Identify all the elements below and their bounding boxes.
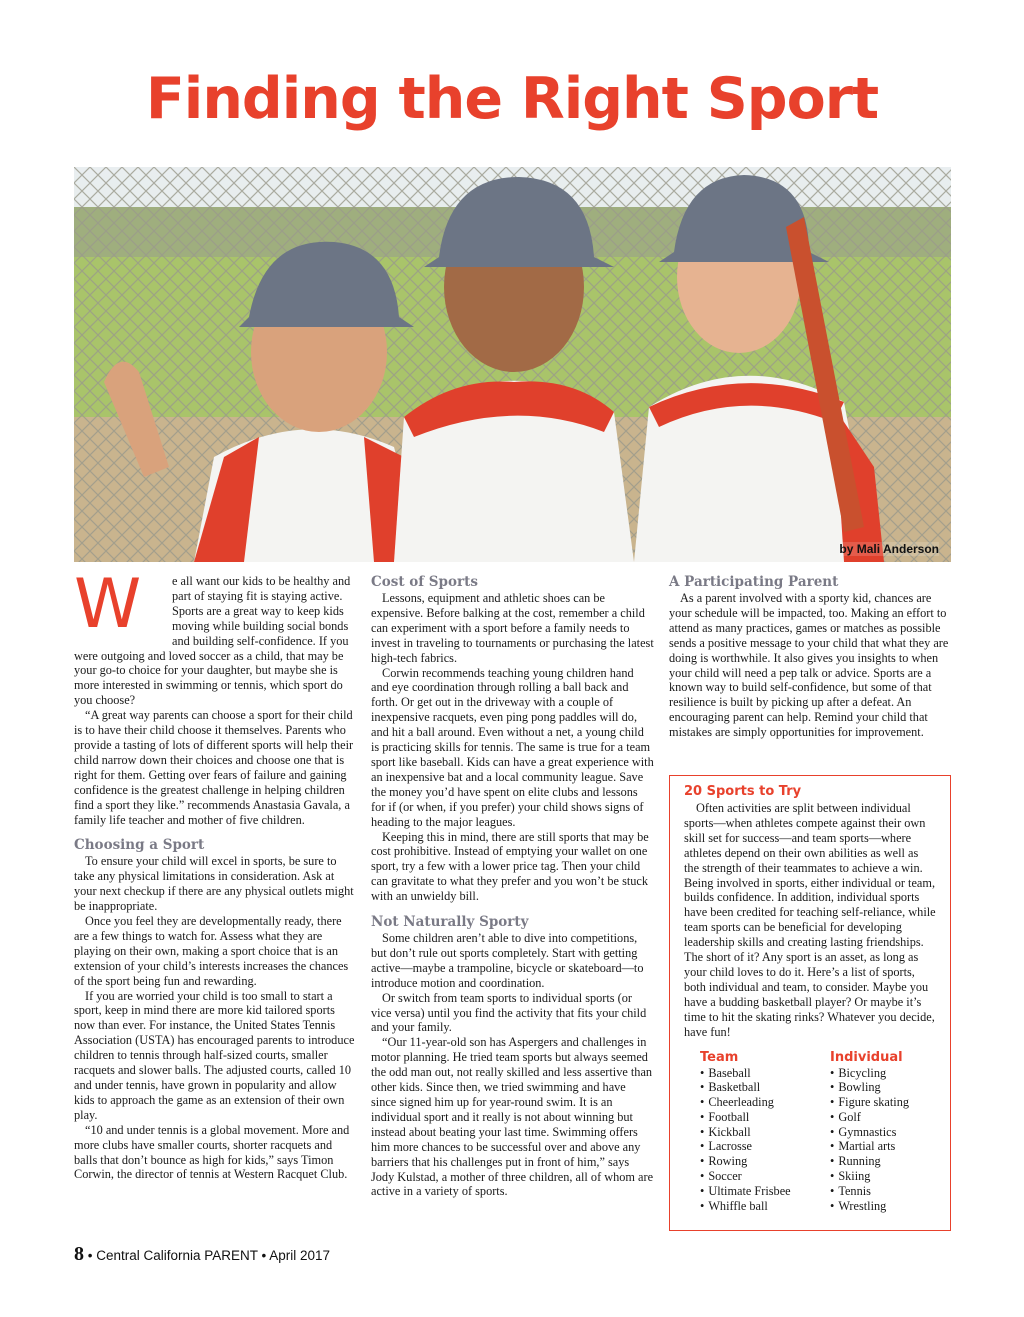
list-item: • Soccer <box>700 1169 830 1184</box>
heading-not-naturally-sporty: Not Naturally Sporty <box>371 914 529 931</box>
body-paragraph: Keeping this in mind, there are still sports that may be cost prohibitive. Instead of emptying your wallet on one sport, try a few with a lower price tag. Then your child can gravitate to what they prefer and you won’t be stuck with an unwieldy bill. <box>371 829 649 904</box>
heading-participating-parent: A Participating Parent <box>669 574 839 590</box>
list-item: • Cheerleading <box>700 1095 830 1110</box>
column-2 <box>371 574 654 1199</box>
team-sports-list <box>700 1050 830 1214</box>
list-item: • Whiffle ball <box>700 1199 830 1214</box>
individual-heading: Individual <box>830 1049 903 1065</box>
heading-cost-of-sports: Cost of Sports <box>371 574 478 590</box>
body-paragraph: Some children aren’t able to dive into competitions, but don’t rule out sports completely. Start with getting active—maybe a trampoline, bicycle or skateboard—to introduce motion and coordination. <box>371 931 644 990</box>
article-title: Finding the Right Sport <box>145 66 879 132</box>
list-item: • Baseball <box>700 1066 830 1081</box>
body-paragraph: As a parent involved with a sporty kid, chances are your schedule will be impacted, too. Making an effort to attend as many practices, games or matches as possible sends a positive message to your child that what they are doing is worthwhile. It also gives you insights to when your child will need a pep talk or advice. Sports are a known way to build self-confidence, but some of that resilience is built by picking up after a defeat. An encouraging parent can help. Remind your child that mistakes are simply opportunities for improvement. <box>669 591 949 740</box>
body-paragraph: To ensure your child will excel in sports, be sure to take any physical limitations in consideration. Ask at your next checkup if there are any physical outlets might be inappropriate. <box>74 854 354 914</box>
body-paragraph: Lessons, equipment and athletic shoes can be expensive. Before balking at the cost, remember a child can experiment with a sport before a family needs to invest in traveling to tournaments or purchasing the latest high-tech fabrics. <box>371 591 654 665</box>
sports-sidebar-box <box>669 775 951 1231</box>
list-item: • Wrestling <box>830 1199 960 1214</box>
list-item: • Golf <box>830 1110 960 1125</box>
drop-cap: W <box>74 565 142 644</box>
sports-lists <box>684 1050 936 1220</box>
list-item: • Gymnastics <box>830 1125 960 1140</box>
list-item: • Ultimate Frisbee <box>700 1184 830 1199</box>
page-number: 8 <box>74 1243 84 1265</box>
list-item: • Lacrosse <box>700 1139 830 1154</box>
list-item: • Football <box>700 1110 830 1125</box>
list-item: • Tennis <box>830 1184 960 1199</box>
hero-photo <box>74 167 951 562</box>
body-paragraph: Corwin recommends teaching young children hand and eye coordination through rolling a ball back and forth. Or get out in the driveway with a couple of inexpensive racquets, even ping pong paddles will do, and hit a ball around. Even without a net, a young child is practicing skills for tennis. The same is true for a team sport like baseball. Kids can have a great experience with an inexpensive bat and a local community league. Save the money you’d have spent on elite clubs and lessons for if (or when, if you prefer) your child shows signs of heading to the major leagues. <box>371 665 654 829</box>
list-item: • Kickball <box>700 1125 830 1140</box>
list-item: • Basketball <box>700 1080 830 1095</box>
body-paragraph: Once you feel they are developmentally ready, there are a few things to watch for. Assess what they are playing on their own, making a sport choice that is an extension of your child’s interests increases the chances of the sport being fun and rewarding. <box>74 914 349 988</box>
list-item: • Bicycling <box>830 1066 960 1081</box>
body-paragraph: “Our 11-year-old son has Aspergers and challenges in motor planning. He tried team sports but always seemed the odd man out, not really skilled and less assertive than other kids. Since then, we tried swimming and have since signed him up for year-round swim. It is an individual sport and it really is not about winning but instead about beating your last time. Swimming offers him more chances to be successful over and above any barriers that his challenges put in front of him,” says Jody Kulstad, a mother of three children, all of whom are active in a variety of sports. <box>371 1035 654 1199</box>
list-item: • Figure skating <box>830 1095 960 1110</box>
intro-paragraph <box>74 565 356 708</box>
list-item: • Bowling <box>830 1080 960 1095</box>
page-footer <box>74 1243 330 1266</box>
list-item: • Martial arts <box>830 1139 960 1154</box>
body-paragraph: If you are worried your child is too small to start a sport, keep in mind there are more kid tailored sports now than ever. For instance, the United States Tennis Association (USTA) has encouraged parents to introduce children to tennis through half-sized courts, smaller racquets and slower balls. The adjusted courts, called 10 and under tennis, have grown in popularity and allow kids to approach the game as an extension of their own play. <box>74 988 355 1122</box>
column-1 <box>74 565 356 1182</box>
column-3 <box>669 574 949 740</box>
body-paragraph: Or switch from team sports to individual sports (or vice versa) until you find the activity that fits your child and your family. <box>371 990 647 1035</box>
individual-sports-list <box>830 1050 960 1214</box>
list-item: • Rowing <box>700 1154 830 1169</box>
sidebar-heading: 20 Sports to Try <box>684 784 802 799</box>
sidebar-body: Often activities are split between individual sports—when athletes compete against their own skill set for success—and team sports—where athletes depend on their own abilities as well as the strength of their teammates to achieve a win. Being involved in sports, either individual or team, builds confidence. In addition, individual sports have been credited for teaching self-reliance, while team sports can be beneficial for developing leadership skills and creating lasting friendships. The short of it? Any sport is an asset, as long as your child loves to do it. Here’s a list of sports, both individual and team, to consider. Maybe you have a budding basketball player? Or maybe it’s time to hit the skating rinks? Whatever you decide, have fun! <box>684 801 936 1039</box>
intro-text: e all want our kids to be healthy and part of staying fit is staying active. Sports are a great way to keep kids moving while building social bonds and building self-confidence. If you were outgoing and loved soccer as a child, that may be your go-to choice for your daughter, but maybe she is more interested in swimming or tennis, which sport do you choose? <box>74 574 351 708</box>
intro-quote: “A great way parents can choose a sport for their child is to have their child choose it themselves. Parents who provide a tasting of lots of different sports will help their child narrow down their choices and choose one that is right for them. Getting over fears of failure and gaining confidence is the greatest challenge in helping children find a sport they like.” recommends Anastasia Gavala, a family life teacher and mother of five children. <box>74 708 354 827</box>
publication-info: • Central California PARENT • April 2017 <box>84 1248 331 1263</box>
body-paragraph: “10 and under tennis is a global movement. More and more clubs have smaller courts, shorter racquets and balls that don’t bounce as high for kids,” says Timon Corwin, the director of tennis at Western Racquet Club. <box>74 1122 350 1182</box>
team-heading: Team <box>700 1049 739 1065</box>
kids-baseball-illustration <box>74 167 951 562</box>
heading-choosing-a-sport: Choosing a Sport <box>74 837 205 854</box>
list-item: • Running <box>830 1154 960 1169</box>
photo-credit: by Mali Anderson <box>839 542 939 556</box>
list-item: • Skiing <box>830 1169 960 1184</box>
